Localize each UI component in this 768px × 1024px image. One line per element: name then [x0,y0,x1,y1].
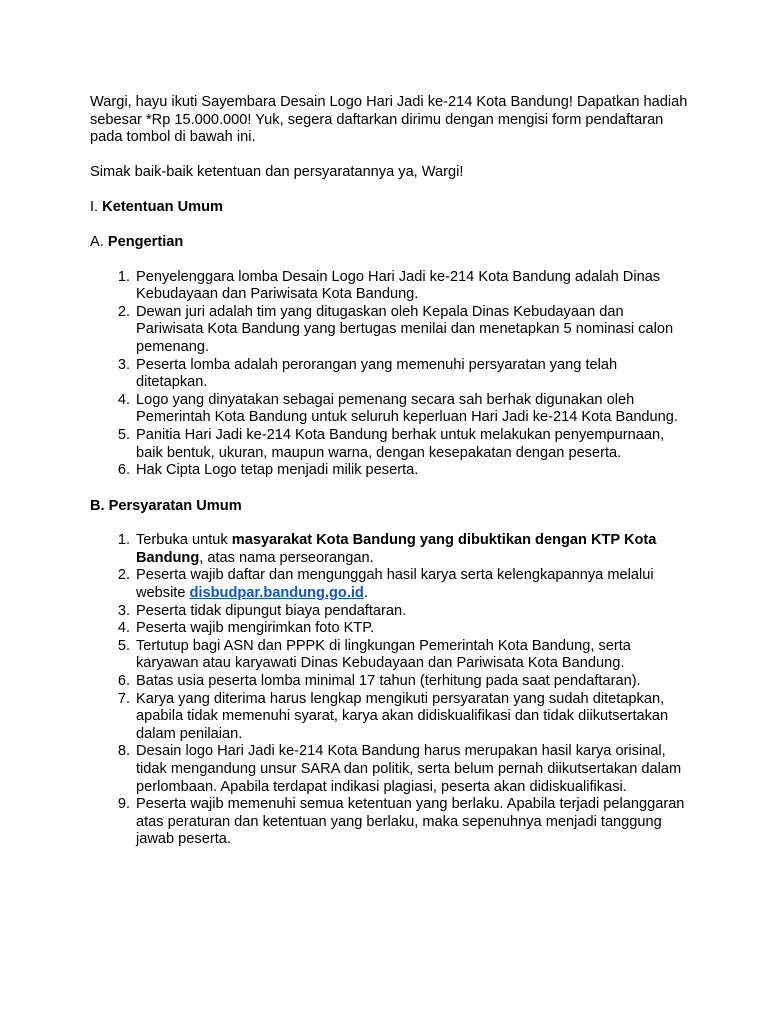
subsection-title: Pengertian [107,233,184,250]
list-text: Peserta lomba adalah perorangan yang memenuhi persyaratan yang telah ditetapkan. [136,356,618,391]
list-text: Tertutup bagi ASN dan PPPK di lingkungan Pemerintah Kota Bandung, serta karyawan atau karyawati Dinas Kebudayaan dan Pariwisata Kota Bandung. [136,637,631,672]
pengertian-list [90,269,690,480]
list-number: 2. [117,567,130,584]
list-text: Peserta wajib memenuhi semua ketentuan yang berlaku. Apabila terjadi pelanggaran atas peraturan dan ketentuan yang berlaku, maka sepenuhnya menjadi tanggung jawab peserta. [136,796,685,848]
list-number: 6. [117,673,130,690]
list-number: 8. [117,743,130,760]
list-item [90,796,686,849]
list-item [90,427,686,462]
list-item [90,673,686,691]
list-number: 3. [117,602,130,619]
list-item [90,304,686,357]
list-item [90,638,686,673]
intro-paragraph: Wargi, hayu ikuti Sayembara Desain Logo Hari Jadi ke-214 Kota Bandung! Dapatkan hadiah sebesar *Rp 15.000.000! Yuk, segera daftarkan dirimu dengan mengisi form pendaftaran pada tombol di bawah ini. [90,94,688,146]
list-text: Peserta wajib mengirimkan foto KTP. [136,620,375,637]
list-text-post: , atas nama perseorangan. [199,549,374,566]
list-text: Logo yang dinyatakan sebagai pemenang secara sah berhak digunakan oleh Pemerintah Kota Bandung untuk seluruh keperluan Hari Jadi ke-214 Kota Bandung. [136,391,678,426]
list-text: Hak Cipta Logo tetap menjadi milik peserta. [136,462,419,479]
list-number: 1. [117,532,130,549]
list-number: 9. [117,796,130,813]
list-text: Penyelenggara lomba Desain Logo Hari Jadi ke-214 Kota Bandung adalah Dinas Kebudayaan dan Pariwisata Kota Bandung. [136,268,661,303]
list-item [90,691,686,744]
list-item [90,462,686,480]
list-number: 6. [117,462,130,479]
list-text: Batas usia peserta lomba minimal 17 tahun (terhitung pada saat pendaftaran). [136,673,641,690]
list-number: 5. [117,426,130,443]
document-page [90,94,690,849]
list-number: 2. [117,303,130,320]
list-text-pre: Terbuka untuk [136,532,232,549]
list-text: Desain logo Hari Jadi ke-214 Kota Bandung harus merupakan hasil karya orisinal, tidak mengandung unsur SARA dan politik, serta belum pernah diikutsertakan dalam perlombaan. Apabila terdapat indikasi plagiasi, peserta akan didiskualifikasi. [136,743,682,795]
subsection-prefix: A. [90,233,104,250]
list-number: 3. [117,356,130,373]
subsection-heading-persyaratan-umum: B. Persyaratan Umum [90,497,242,514]
list-item [90,532,686,567]
list-item [90,743,686,796]
intro-note: Simak baik-baik ketentuan dan persyaratannya ya, Wargi! [90,163,464,180]
section-title: Ketentuan Umum [102,199,223,216]
persyaratan-list [90,532,690,849]
list-number: 4. [117,391,130,408]
list-text-bold: masyarakat Kota Bandung yang dibuktikan dengan KTP Kota Bandung [136,532,657,566]
list-text: Peserta tidak dipungut biaya pendaftaran. [136,602,407,619]
list-number: 7. [117,690,130,707]
list-number: 4. [117,620,130,637]
website-link[interactable]: disbudpar.bandung.go.id [189,585,364,602]
subsection-heading-pengertian [90,234,690,252]
list-number: 5. [117,637,130,654]
list-text-post: . [363,585,368,602]
list-item [90,357,686,392]
list-text: Karya yang diterima harus lengkap mengikuti persyaratan yang sudah ditetapkan, apabila tidak memenuhi syarat, karya akan didiskualifikasi dan tidak diikutsertakan dalam penilaian. [136,690,669,742]
list-item [90,620,686,638]
list-text: Dewan juri adalah tim yang ditugaskan oleh Kepala Dinas Kebudayaan dan Pariwisata Kota Bandung yang bertugas menilai dan menetapkan 5 nominasi calon pemenang. [136,303,674,355]
section-prefix: I. [90,199,99,216]
list-item [90,603,686,621]
list-item [90,269,686,304]
list-item [90,567,686,602]
section-heading-ketentuan-umum [90,199,690,217]
list-number: 1. [117,268,130,285]
list-item [90,392,686,427]
list-text: Panitia Hari Jadi ke-214 Kota Bandung berhak untuk melakukan penyempurnaan, baik bentuk, ukuran, maupun warna, dengan kesepakatan dengan peserta. [136,426,665,461]
list-text-pre: Peserta wajib daftar dan mengunggah hasil karya serta kelengkapannya melalui website [136,567,654,602]
